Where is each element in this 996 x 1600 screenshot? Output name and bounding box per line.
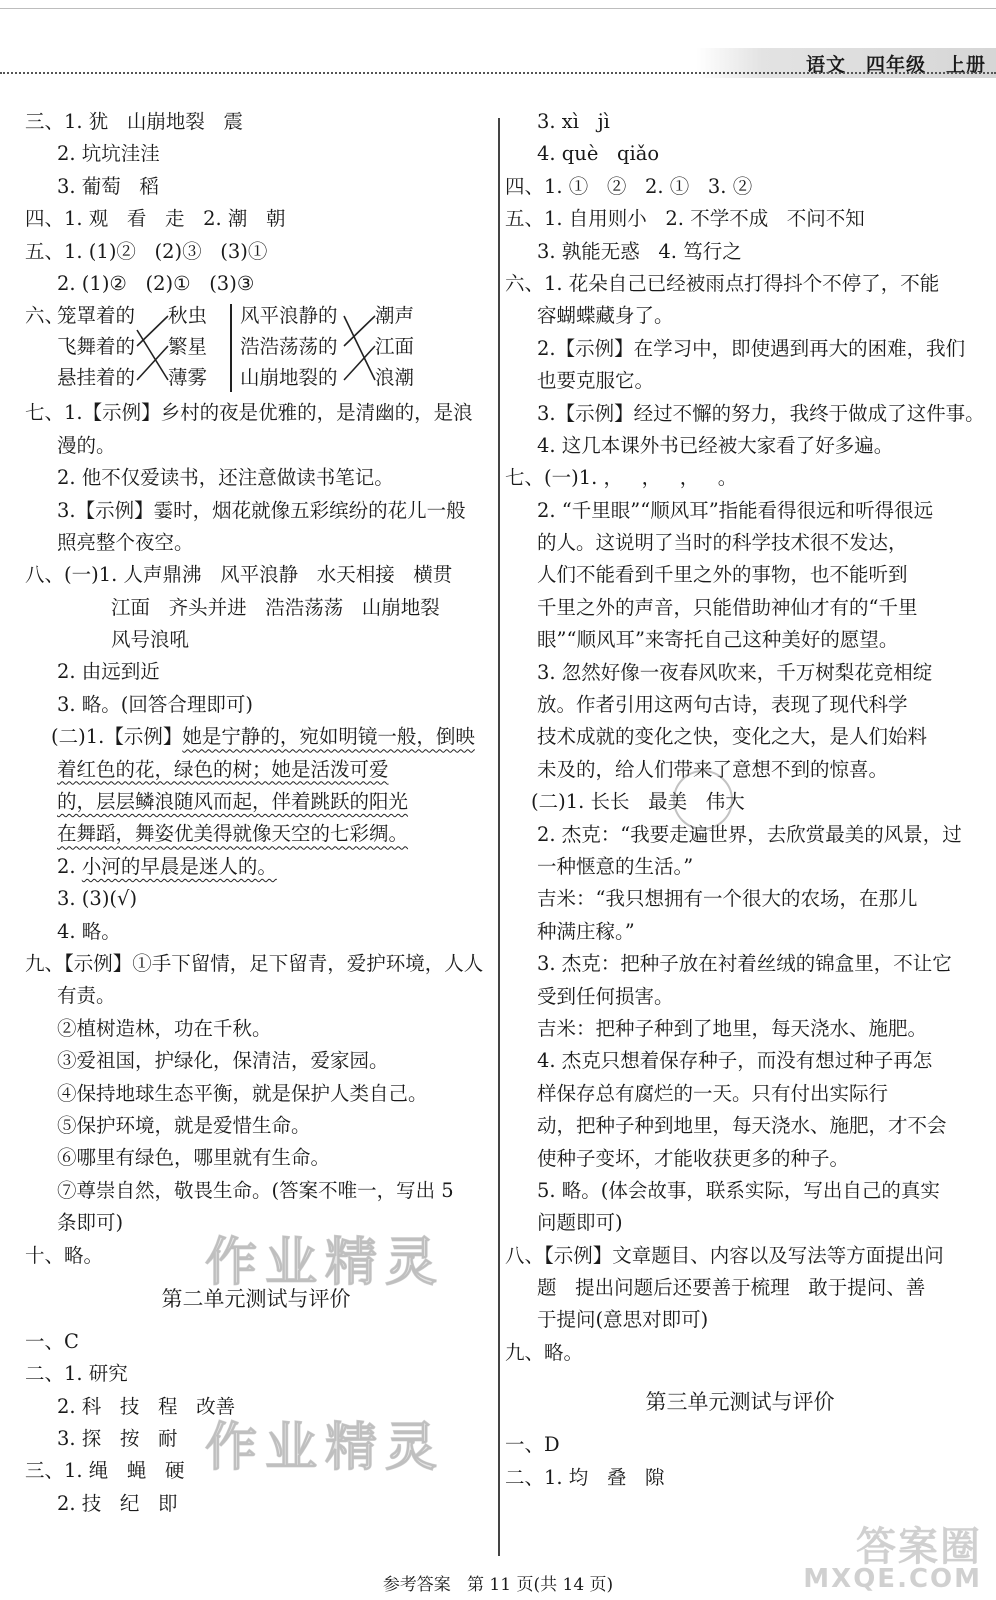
page-footer — [0, 1570, 996, 1595]
match-phrase-item: 浩浩荡荡的 — [240, 335, 338, 359]
match-prefix: 六、 — [25, 304, 65, 328]
answer-line: 也要克服它。 — [537, 369, 655, 393]
watermark-text: 作业精灵 — [205, 1233, 446, 1293]
answer-line: 3. 略。(回答合理即可) — [57, 692, 254, 716]
match-left-item: 笼罩着的 — [57, 304, 136, 328]
answer-line: 2. 由远到近 — [57, 660, 160, 684]
answer-line: 着红色的花，绿色的树；她是活泼可爱 — [57, 757, 389, 781]
watermark-text: 作业精灵 — [205, 1418, 446, 1478]
volume-label: 上册 — [945, 53, 986, 76]
answer-line: 题 提出问题后还要善于梳理 敢于提问、善 — [537, 1276, 926, 1300]
corner-logo-text: 答案圈 — [856, 1524, 982, 1570]
answer-line: 千里之外的声音，只能借助神仙才有的“千里 — [537, 595, 918, 619]
answer-line: 技术成就的变化之快，变化之大，是人们始料 — [537, 725, 928, 749]
right-column — [505, 106, 985, 1494]
answer-line: 眼”“顺风耳”来寄托自己这种美好的愿望。 — [537, 628, 899, 652]
answer-line: 一种惬意的生活。” — [537, 854, 694, 878]
answer-line: 二、1. 研究 — [25, 1362, 128, 1386]
answer-line: 七、1.【示例】乡村的夜是优雅的，是清幽的，是浪 — [25, 401, 473, 425]
grade-label: 四年级 — [865, 53, 926, 76]
match-mid-item: 秋虫 — [168, 304, 208, 328]
match-phrase-item: 山崩地裂的 — [240, 366, 338, 390]
answer-line: 人们不能看到千里之外的事物，也不能听到 — [537, 563, 908, 587]
answer-line: 样保存总有腐烂的一天。只有付出实际行 — [537, 1081, 889, 1105]
answer-line: 种满庄稼。” — [537, 919, 635, 943]
match-phrase-item: 风平浪静的 — [240, 304, 338, 328]
section-title: 第二单元测试与评价 — [161, 1286, 351, 1311]
answer-line: 五、1. (1)② (2)③ (3)① — [25, 239, 268, 263]
answer-line: 八、【示例】文章题目、内容以及写法等方面提出问 — [505, 1243, 944, 1267]
answer-line: 风号浪吼 — [111, 628, 190, 652]
answer-line: 江面 齐头并进 浩浩荡荡 山崩地裂 — [111, 595, 440, 619]
answer-line: 未及的，给人们带来了意想不到的惊喜。 — [537, 757, 889, 781]
answer-line: 在舞蹈，舞姿优美得就像天空的七彩绸。 — [57, 822, 409, 846]
answer-line: (二)1. 长长 最美 伟大 — [531, 790, 745, 814]
answer-line: 三、1. 犹 山崩地裂 震 — [25, 110, 243, 133]
answer-line: 九、略。 — [505, 1340, 584, 1364]
answer-line: 漫的。 — [57, 433, 116, 457]
answer-line: 条即可) — [57, 1211, 124, 1235]
answer-line: 4. 杰克只想着保存种子，而没有想过种子再怎 — [537, 1049, 933, 1073]
match-right-item: 江面 — [375, 335, 415, 359]
match-line — [137, 330, 168, 380]
answer-line: 3. 杰克：把种子放在衬着丝绒的锦盒里，不让它 — [537, 952, 952, 976]
answer-line: 2. 小河的早晨是迷人的。 — [57, 854, 277, 878]
match-lines — [25, 300, 487, 397]
match-line — [137, 316, 168, 346]
answer-line: 3. 忽然好像一夜春风吹来，千万树梨花竞相绽 — [537, 660, 933, 684]
footer-text: 参考答案 第 11 页(共 14 页) — [382, 1575, 614, 1595]
answer-line: 三、1. 绳 蝇 硬 — [25, 1459, 185, 1483]
answer-line: 3. 探 按 耐 — [57, 1427, 178, 1451]
answer-line: 的人。这说明了当时的科学技术很不发达， — [537, 531, 908, 555]
answer-line: 3. xì jì — [537, 110, 610, 133]
answer-line: 2. (1)② (2)① (3)③ — [57, 271, 255, 295]
section-title: 第三单元测试与评价 — [645, 1390, 835, 1415]
answer-line: 3. (3)(√) — [57, 887, 138, 911]
answer-line: 五、1. 自用则小 2. 不学不成 不问不知 — [505, 207, 865, 231]
header-dotted-rule — [0, 72, 996, 74]
answer-line: 受到任何损害。 — [537, 984, 674, 1008]
answer-line: ⑤保护环境，就是爱惜生命。 — [57, 1113, 311, 1137]
answer-line: 有责。 — [57, 984, 116, 1008]
answer-line: 3.【示例】经过不懈的努力，我终于做成了这件事。 — [537, 401, 985, 425]
answer-line: 十、略。 — [25, 1243, 104, 1267]
answer-line: 使种子变坏，才能收获更多的种子。 — [537, 1146, 850, 1170]
answer-line: ⑥哪里有绿色，哪里就有生命。 — [57, 1146, 331, 1170]
match-mid-item: 薄雾 — [168, 366, 208, 390]
match-mid-item: 繁星 — [168, 335, 208, 359]
answer-line: ②植树造林，功在千秋。 — [57, 1016, 272, 1040]
answer-line: ③爱祖国，护绿化，保清洁，爱家园。 — [57, 1049, 389, 1073]
match-line — [344, 316, 375, 346]
answer-line: 四、1. 观 看 走 2. 潮 朝 — [25, 207, 286, 231]
match-left-item: 飞舞着的 — [57, 335, 136, 359]
match-left-item: 悬挂着的 — [57, 366, 136, 390]
answer-line: 六、1. 花朵自己已经被雨点打得抖个不停了，不能 — [505, 271, 940, 295]
answer-line: 容蝴蝶藏身了。 — [537, 304, 674, 328]
answer-line: 2. 杰克：“我要走遍世界，去欣赏最美的风景，过 — [537, 822, 962, 846]
answer-line: 放。作者引用这两句古诗，表现了现代科学 — [537, 693, 908, 717]
answer-line: 吉米：把种子种到了地里，每天浇水、施肥。 — [537, 1016, 928, 1040]
top-rule — [0, 8, 996, 9]
answer-line: 四、1. ① ② 2. ① 3. ② — [505, 174, 753, 198]
answer-line: 九、【示例】①手下留情，足下留青，爱护环境，人人 — [25, 951, 484, 975]
answer-line: 七、(一)1. ， ， ， 。 — [505, 466, 738, 490]
answer-line: 2. 技 纪 即 — [57, 1491, 178, 1515]
answer-line: ⑦尊崇自然，敬畏生命。(答案不唯一，写出 5 — [57, 1178, 454, 1202]
answer-line: 一、C — [25, 1329, 79, 1353]
match-line — [344, 346, 375, 380]
subject-label: 语文 — [805, 53, 846, 76]
answer-line: 4. 略。 — [57, 919, 121, 943]
answer-line: 吉米：“我只想拥有一个很大的农场，在那儿 — [537, 887, 918, 911]
corner-logo-url: MXQE.COM — [803, 1564, 982, 1594]
answer-line: 3. 葡萄 稻 — [57, 174, 159, 198]
match-line — [137, 346, 168, 380]
match-right-item: 浪潮 — [375, 366, 415, 390]
answer-line: 2.【示例】在学习中，即使遇到再大的困难，我们 — [537, 336, 966, 360]
answer-line: 3. 孰能无惑 4. 笃行之 — [537, 239, 742, 263]
answer-line: 3.【示例】霎时，烟花就像五彩缤纷的花儿一般 — [57, 498, 466, 522]
column-divider — [498, 118, 500, 1556]
answer-line: 4. què qiǎo — [537, 142, 660, 166]
answer-line: 照亮整个夜空。 — [57, 530, 194, 554]
left-column — [25, 106, 487, 1520]
answer-line: 八、(一)1. 人声鼎沸 风平浪静 水天相接 横贯 — [25, 563, 453, 587]
answer-line: 一、D — [505, 1433, 560, 1457]
answer-line: 动，把种子种到地里，每天浇水、施肥，才不会 — [537, 1114, 947, 1138]
answer-line: 4. 这几本课外书已经被大家看了好多遍。 — [537, 433, 894, 457]
answer-line: 2. 他不仅爱读书，还注意做读书笔记。 — [57, 466, 394, 490]
answer-line: 2. 科 技 程 改善 — [57, 1394, 236, 1418]
answer-line: 二、1. 均 叠 隙 — [505, 1465, 665, 1489]
faint-stamp — [673, 770, 733, 830]
matching-exercise — [25, 300, 487, 397]
match-right-item: 潮声 — [375, 304, 415, 328]
answer-line: ④保持地球生态平衡，就是保护人类自己。 — [57, 1081, 428, 1105]
answer-line: 2. “千里眼”“顺风耳”指能看得很远和听得很远 — [537, 498, 934, 522]
answer-line: 5. 略。(体会故事，联系实际，写出自己的真实 — [537, 1178, 940, 1202]
answer-line: 于提问(意思对即可) — [537, 1308, 709, 1332]
match-line — [344, 316, 375, 380]
answer-line: (二)1.【示例】她是宁静的，宛如明镜一般，倒映 — [51, 725, 475, 749]
answer-line: 问题即可) — [537, 1211, 623, 1235]
answer-line: 2. 坑坑洼洼 — [57, 142, 160, 166]
answer-line: 的，层层鳞浪随风而起，伴着跳跃的阳光 — [57, 790, 409, 814]
